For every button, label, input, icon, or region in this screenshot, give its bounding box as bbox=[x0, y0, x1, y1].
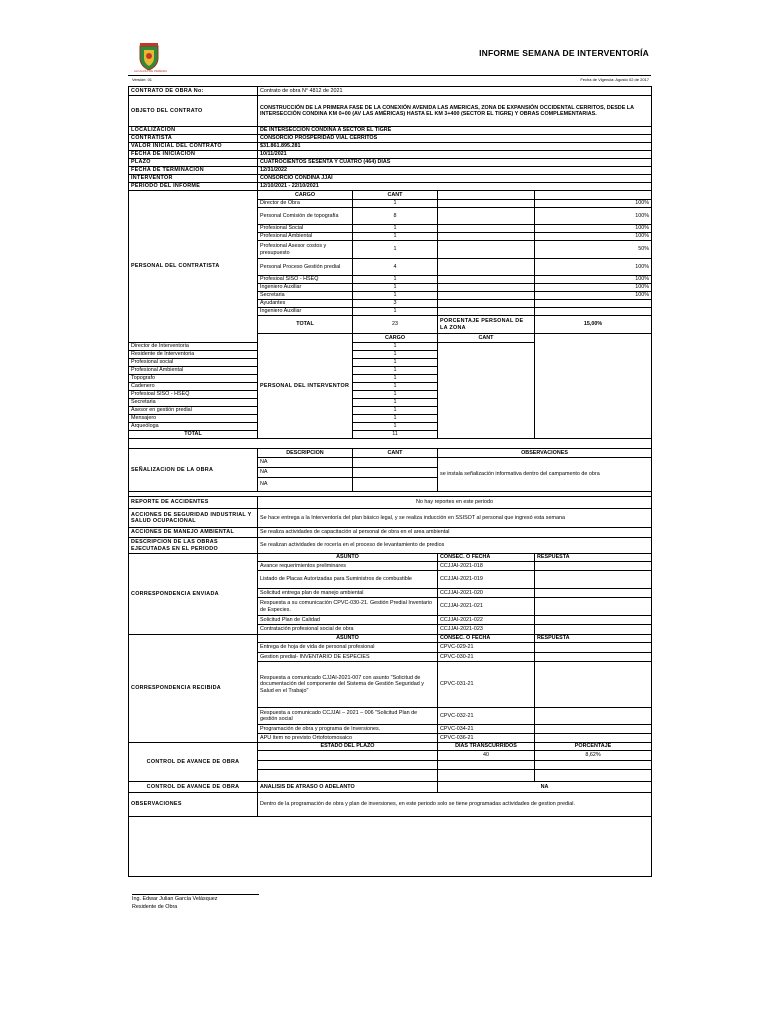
field-label: CONTRATISTA bbox=[129, 135, 258, 143]
table-row bbox=[129, 439, 652, 449]
table-row bbox=[129, 449, 652, 458]
cant-cell: 1 bbox=[353, 308, 438, 316]
signer-name: Ing. Edwar Julian García Velásquez bbox=[132, 896, 218, 902]
total-value: 23 bbox=[353, 316, 438, 334]
cant-cell: 1 bbox=[353, 276, 438, 284]
report-title: INFORME SEMANA DE INTERVENTORÍA bbox=[479, 48, 649, 58]
cant-cell: 1 bbox=[353, 200, 438, 208]
cargo-cell: Profesioal SISO - HSEQ bbox=[258, 276, 353, 284]
cant-cell: 1 bbox=[353, 407, 438, 415]
pct-zona-value: 15,00% bbox=[535, 316, 652, 334]
cant-cell: 1 bbox=[353, 233, 438, 241]
cant-cell: 3 bbox=[353, 300, 438, 308]
cargo-cell: Secretaria bbox=[258, 292, 353, 300]
respuesta-cell bbox=[535, 589, 652, 598]
column-header: DIAS TRANSCURRIDOS bbox=[438, 743, 535, 751]
respuesta-cell bbox=[535, 616, 652, 625]
table-row bbox=[129, 793, 652, 817]
pct-cell: 50% bbox=[535, 241, 652, 259]
table-row bbox=[129, 528, 652, 538]
column-header: CARGO bbox=[258, 191, 353, 200]
field-label: VALOR INICIAL DEL CONTRATO bbox=[129, 143, 258, 151]
empty-cell bbox=[258, 751, 438, 761]
empty-cell bbox=[438, 761, 535, 770]
cargo-cell: Profesional Ambiental bbox=[129, 367, 258, 375]
column-header: OBSERVACIONES bbox=[438, 449, 652, 458]
column-header: CARGO bbox=[353, 334, 438, 343]
asunto-cell: Solicitud entrega plan de manejo ambiental bbox=[258, 589, 438, 598]
consec-cell: CPVC-031-21 bbox=[438, 662, 535, 708]
column-header: ASUNTO bbox=[258, 554, 438, 562]
empty-cell bbox=[438, 292, 535, 300]
desc-cell: NA bbox=[258, 468, 353, 478]
cargo-cell: Director de Interventoria bbox=[129, 343, 258, 351]
table-row bbox=[129, 191, 652, 200]
table-row bbox=[129, 743, 652, 751]
empty-cell bbox=[438, 200, 535, 208]
respuesta-cell bbox=[535, 653, 652, 662]
empty-cell bbox=[438, 308, 535, 316]
field-value: Contrato de obra N° 4812 de 2021 bbox=[258, 87, 652, 96]
table-row bbox=[129, 167, 652, 175]
column-header: DESCRIPCION bbox=[258, 449, 353, 458]
signer-role: Residente de Obra bbox=[132, 904, 178, 910]
consec-cell: CCJJAI-2021-021 bbox=[438, 598, 535, 616]
cargo-cell: Mensajero bbox=[129, 415, 258, 423]
pct-cell: 100% bbox=[535, 292, 652, 300]
consec-cell: CPVC-036-21 bbox=[438, 734, 535, 743]
field-value: NA bbox=[438, 782, 652, 793]
table-row bbox=[129, 183, 652, 191]
asunto-cell: Entrega de hoja de vida de personal profesional bbox=[258, 643, 438, 653]
field-value: $31.861.895.281 bbox=[258, 143, 652, 151]
report-table bbox=[128, 86, 652, 877]
section-label: CORRESPONDENCIA ENVIADA bbox=[129, 554, 258, 635]
field-value: Se realiza actividades de capacitación al personal de obra en el area ambiental bbox=[258, 528, 652, 538]
asunto-cell: APU ítem no previsto Ortofotomosaico bbox=[258, 734, 438, 743]
asunto-cell: Gestion predial- INVENTARIO DE ESPECIES bbox=[258, 653, 438, 662]
empty-cell bbox=[535, 334, 652, 439]
cargo-cell: Profesional Asesor costos y presupuesto bbox=[258, 241, 353, 259]
table-row bbox=[129, 817, 652, 877]
signature-line bbox=[132, 894, 259, 895]
consec-cell: CCJJAI-2021-022 bbox=[438, 616, 535, 625]
empty-cell bbox=[258, 770, 438, 782]
field-value: No hay reportes en este periodo bbox=[258, 497, 652, 509]
cant-cell bbox=[353, 458, 438, 468]
asunto-cell: Respuesta a comunicado CJJAI-2021-007 con asunto "Solicitud de documentación del componente del Sistema de Gestión Seguridad y Salud en el Trabajo" bbox=[258, 662, 438, 708]
total-label: TOTAL bbox=[129, 431, 258, 439]
vigencia-label: Fecha de Vigencia: Agosto 02 de 2017 bbox=[580, 77, 649, 82]
field-value: CONSORCIO PROSPERIDAD VIAL CERRITOS bbox=[258, 135, 652, 143]
empty-cell bbox=[258, 761, 438, 770]
field-label: OBJETO DEL CONTRATO bbox=[129, 96, 258, 127]
asunto-cell: Programación de obra y programa de Inversiones. bbox=[258, 725, 438, 734]
cant-cell bbox=[353, 468, 438, 478]
field-label: LOCALIZACION bbox=[129, 127, 258, 135]
version-label: Versión: 01 bbox=[132, 77, 153, 82]
cant-cell: 1 bbox=[353, 415, 438, 423]
table-row bbox=[129, 554, 652, 562]
table-row bbox=[129, 135, 652, 143]
table-row bbox=[129, 509, 652, 528]
column-header: CANT bbox=[353, 191, 438, 200]
field-label: INTERVENTOR bbox=[129, 175, 258, 183]
empty-cell bbox=[438, 259, 535, 276]
table-row bbox=[129, 782, 652, 793]
cant-cell: 1 bbox=[353, 292, 438, 300]
field-value: DE INTERSECCIÓN CONDINA A SECTOR EL TIGRE bbox=[258, 127, 652, 135]
empty-cell bbox=[438, 233, 535, 241]
field-value: 10/11/2021 bbox=[258, 151, 652, 159]
column-header: CANT bbox=[353, 449, 438, 458]
pct-cell: 100% bbox=[535, 276, 652, 284]
cargo-cell: Profesioal SISO - HSEQ bbox=[129, 391, 258, 399]
consec-cell: CPVC-034-21 bbox=[438, 725, 535, 734]
column-header: RESPUESTA bbox=[535, 635, 652, 643]
cant-cell: 1 bbox=[353, 241, 438, 259]
column-header: ASUNTO bbox=[258, 635, 438, 643]
observaciones-value: Dentro de la programación de obra y plan de inversiones, en este periodo solo se tiene programadas actividades de gestion predial. bbox=[258, 793, 652, 817]
pct-cell: 100% bbox=[535, 284, 652, 292]
cant-cell: 1 bbox=[353, 367, 438, 375]
asunto-cell: Contratación profesional social de obra bbox=[258, 625, 438, 635]
column-header: CONSEC. O FECHA bbox=[438, 635, 535, 643]
section-label: PERSONAL DEL CONTRATISTA bbox=[129, 191, 258, 343]
cargo-cell: Personal Comisión de topografía bbox=[258, 208, 353, 225]
cargo-cell: Ingeniero Auxiliar bbox=[258, 308, 353, 316]
table-row bbox=[129, 175, 652, 183]
field-value: 12/10/2021 - 22/10/2021 bbox=[258, 183, 652, 191]
table-row bbox=[129, 538, 652, 554]
empty-cell bbox=[438, 191, 535, 200]
cant-cell: 4 bbox=[353, 259, 438, 276]
cant-cell: 1 bbox=[353, 359, 438, 367]
asunto-cell: Respuesta a comunicado CCJJAI – 2021 – 006 "Solicitud Plan de gestión social bbox=[258, 708, 438, 725]
respuesta-cell bbox=[535, 625, 652, 635]
cargo-cell: Asesor en gestión predial bbox=[129, 407, 258, 415]
signature-cell bbox=[129, 817, 652, 877]
asunto-cell: Listado de Placas Autorizadas para Suministros de combustible bbox=[258, 571, 438, 589]
section-label: PERSONAL DEL INTERVENTOR bbox=[258, 334, 353, 439]
pct-cell bbox=[535, 300, 652, 308]
cargo-cell: Profesional Social bbox=[258, 225, 353, 233]
total-value: 11 bbox=[353, 431, 438, 439]
cant-cell: 1 bbox=[353, 351, 438, 359]
cant-cell: 1 bbox=[353, 375, 438, 383]
cant-cell: 1 bbox=[353, 284, 438, 292]
column-header: CONSEC. O FECHA bbox=[438, 554, 535, 562]
pct-cell bbox=[535, 308, 652, 316]
empty-cell bbox=[438, 300, 535, 308]
field-label: PERIODO DEL INFORME bbox=[129, 183, 258, 191]
consec-cell: CCJJAI-2021-018 bbox=[438, 562, 535, 571]
section-label: SEÑALIZACION DE LA OBRA bbox=[129, 449, 258, 492]
respuesta-cell bbox=[535, 571, 652, 589]
pct-cell: 100% bbox=[535, 200, 652, 208]
desc-cell: NA bbox=[258, 458, 353, 468]
section-label: CONTROL DE AVANCE DE OBRA bbox=[129, 743, 258, 782]
header-rule bbox=[128, 75, 651, 76]
table-row bbox=[129, 87, 652, 96]
cargo-cell: Ayudantes bbox=[258, 300, 353, 308]
cargo-cell: Residente de Interventoria bbox=[129, 351, 258, 359]
column-header: CANT bbox=[438, 334, 535, 343]
cant-cell: 1 bbox=[353, 343, 438, 351]
table-row bbox=[129, 143, 652, 151]
total-label: TOTAL bbox=[258, 316, 353, 334]
section-label: CORRESPONDENCIA RECIBIDA bbox=[129, 635, 258, 743]
pct-cell: 100% bbox=[535, 208, 652, 225]
dias-value: 40 bbox=[438, 751, 535, 761]
asunto-cell: Respuesta a su comunicación CPVC-030-21. Gestión Predial Inventario de Especies. bbox=[258, 598, 438, 616]
cargo-cell: Ingeniero Auxiliar bbox=[258, 284, 353, 292]
table-row bbox=[129, 151, 652, 159]
cant-cell: 1 bbox=[353, 383, 438, 391]
empty-cell bbox=[535, 191, 652, 200]
table-row bbox=[129, 96, 652, 127]
field-label: FECHA DE TERMINACION bbox=[129, 167, 258, 175]
table-row bbox=[129, 159, 652, 167]
field-value: CONSORCIO CONDINA JJAI bbox=[258, 175, 652, 183]
pct-zona-label: PORCENTAJE PERSONAL DE LA ZONA bbox=[438, 316, 535, 334]
consec-cell: CCJJAI-2021-020 bbox=[438, 589, 535, 598]
field-label: PLAZO bbox=[129, 159, 258, 167]
empty-cell bbox=[535, 770, 652, 782]
cant-cell: 1 bbox=[353, 225, 438, 233]
empty-cell bbox=[535, 761, 652, 770]
consec-cell: CPVC-029-21 bbox=[438, 643, 535, 653]
empty-cell bbox=[438, 208, 535, 225]
consec-cell: CPVC-032-21 bbox=[438, 708, 535, 725]
cargo-cell: Profesional Ambiental bbox=[258, 233, 353, 241]
empty-cell bbox=[438, 770, 535, 782]
field-label: CONTRATO DE OBRA No: bbox=[129, 87, 258, 96]
obs-cell: se instala señalización informativa dentro del campamento de obra bbox=[438, 458, 652, 492]
cargo-cell: Arqueóloga bbox=[129, 423, 258, 431]
field-label: ANALISIS DE ATRASO O ADELANTO bbox=[258, 782, 438, 793]
logo-caption: ALCALDÍA DE PEREIRA bbox=[133, 69, 168, 73]
respuesta-cell bbox=[535, 725, 652, 734]
cargo-cell: Director de Obra bbox=[258, 200, 353, 208]
column-header: ESTADO DEL PLAZO bbox=[258, 743, 438, 751]
section-label: OBSERVACIONES bbox=[129, 793, 258, 817]
cargo-cell: Profesional social bbox=[129, 359, 258, 367]
cant-cell bbox=[353, 478, 438, 492]
empty-cell bbox=[438, 225, 535, 233]
consec-cell: CPVC-030-21 bbox=[438, 653, 535, 662]
cargo-cell: Cadenero bbox=[129, 383, 258, 391]
consec-cell: CCJJAI-2021-019 bbox=[438, 571, 535, 589]
asunto-cell: Avance requerimientos preliminares bbox=[258, 562, 438, 571]
respuesta-cell bbox=[535, 562, 652, 571]
pct-value: 8,62% bbox=[535, 751, 652, 761]
cant-cell: 1 bbox=[353, 391, 438, 399]
table-row bbox=[129, 497, 652, 509]
table-row bbox=[129, 127, 652, 135]
field-value: CONSTRUCCIÓN DE LA PRIMERA FASE DE LA CONEXIÓN AVENIDA LAS AMERICAS, ZONA DE EXPANSIÓN OCCIDENTAL CERRITOS, DESDE LA INTERSECCIÓN CONDINA KM 0+00 (AV LAS AMÉRICAS) HASTA EL KM 3+400 (SECTOR EL TIGRE) Y OBRAS COMPLEMENTARIAS. bbox=[258, 96, 652, 127]
consec-cell: CCJJAI-2021-023 bbox=[438, 625, 535, 635]
respuesta-cell bbox=[535, 643, 652, 653]
field-label: ACCIONES DE MANEJO AMBIENTAL bbox=[129, 528, 258, 538]
spacer-cell bbox=[129, 439, 652, 449]
field-value: 12/31/2022 bbox=[258, 167, 652, 175]
empty-cell bbox=[438, 241, 535, 259]
pct-cell: 100% bbox=[535, 233, 652, 241]
field-label: ACCIONES DE SEGURIDAD INDUSTRIAL Y SALUD OCUPACIONAL bbox=[129, 509, 258, 528]
field-label: REPORTE DE ACCIDENTES bbox=[129, 497, 258, 509]
field-value: Se realizan actividades de rocería en el proceso de levantamiento de predios bbox=[258, 538, 652, 554]
cargo-cell: Secretaria bbox=[129, 399, 258, 407]
section-label: CONTROL DE AVANCE DE OBRA bbox=[129, 782, 258, 793]
desc-cell: NA bbox=[258, 478, 353, 492]
table-row bbox=[129, 635, 652, 643]
empty-cell bbox=[438, 284, 535, 292]
respuesta-cell bbox=[535, 598, 652, 616]
cant-cell: 8 bbox=[353, 208, 438, 225]
respuesta-cell bbox=[535, 708, 652, 725]
asunto-cell: Solicitud Plan de Calidad bbox=[258, 616, 438, 625]
empty-cell bbox=[438, 276, 535, 284]
pct-cell: 100% bbox=[535, 259, 652, 276]
pereira-logo bbox=[136, 42, 162, 72]
field-value: Se hace entrega a la Interventoría del plan básico legal, y se realiza inducción en SSISOT al personal que ingresó esta semana bbox=[258, 509, 652, 528]
cant-cell: 1 bbox=[353, 423, 438, 431]
respuesta-cell bbox=[535, 662, 652, 708]
field-label: DESCRIPCION DE LAS OBRAS EJECUTADAS EN EL PERIODO bbox=[129, 538, 258, 554]
cargo-cell: Personal Proceso Gestión predial bbox=[258, 259, 353, 276]
cargo-cell: Topografo bbox=[129, 375, 258, 383]
column-header: RESPUESTA bbox=[535, 554, 652, 562]
pct-cell: 100% bbox=[535, 225, 652, 233]
field-value: CUATROCIENTOS SESENTA Y CUATRO (464) DIAS bbox=[258, 159, 652, 167]
cant-cell: 1 bbox=[353, 399, 438, 407]
respuesta-cell bbox=[535, 734, 652, 743]
field-label: FECHA DE INICIACION bbox=[129, 151, 258, 159]
column-header: PORCENTAJE bbox=[535, 743, 652, 751]
